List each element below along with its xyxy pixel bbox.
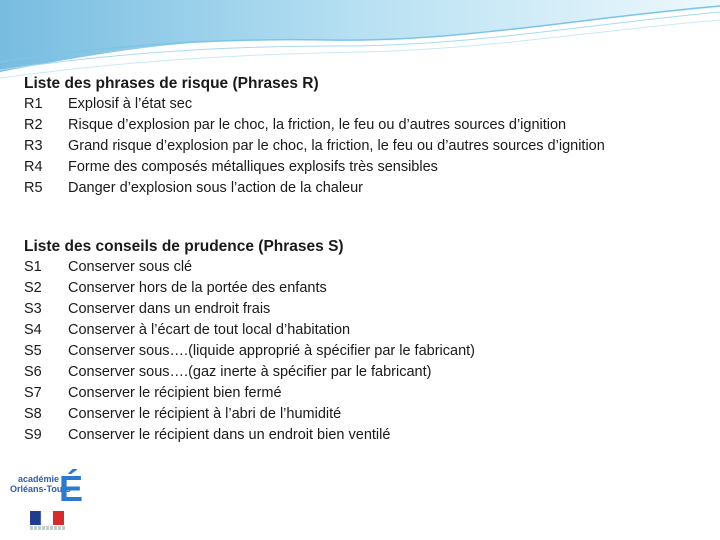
phrase-code: S5 [24,343,42,359]
phrase-row [24,299,714,320]
phrase-text: Conserver sous clé [68,259,193,275]
risk-section-title: Liste des phrases de risque (Phrases R) [24,75,319,92]
phrase-code: S8 [24,406,42,422]
phrase-text: Conserver à l’écart de tout local d’habitation [68,322,351,338]
phrase-row [24,362,714,383]
phrase-text: Conserver le récipient à l’abri de l’humidité [68,406,342,422]
phrase-text: Conserver sous….(gaz inerte à spécifier par le fabricant) [68,364,432,380]
phrase-row [24,320,714,341]
phrase-row [24,178,714,199]
phrase-code: S9 [24,427,42,443]
phrase-code: R3 [24,138,43,154]
risk-phrase-list [24,94,714,199]
logo-line-2: Orléans-Tours [10,484,71,494]
phrase-text: Conserver dans un endroit frais [68,301,271,317]
phrase-code: S7 [24,385,42,401]
phrase-row [24,115,714,136]
phrase-text: Conserver le récipient bien fermé [68,385,282,401]
phrase-row [24,157,714,178]
logo-letter: É [59,468,84,509]
phrase-text: Explosif à l’état sec [68,96,193,112]
safety-section-title: Liste des conseils de prudence (Phrases S) [24,238,344,255]
phrase-code: S4 [24,322,42,338]
phrase-row [24,404,714,425]
phrase-row [24,425,714,446]
phrase-code: R4 [24,159,43,175]
flag-caption-decoration [30,526,66,530]
phrase-row [24,136,714,157]
phrase-row [24,341,714,362]
risk-phrases-section [24,73,714,199]
french-flag-icon [30,511,64,525]
phrase-code: R1 [24,96,43,112]
phrase-text: Conserver le récipient dans un endroit bien ventilé [68,427,391,443]
safety-phrases-section [24,236,714,446]
phrase-row [24,257,714,278]
phrase-text: Conserver hors de la portée des enfants [68,280,327,296]
phrase-code: S3 [24,301,42,317]
safety-phrase-list [24,257,714,446]
phrase-code: R2 [24,117,43,133]
phrase-row [24,383,714,404]
phrase-code: R5 [24,180,43,196]
phrase-row [24,94,714,115]
phrase-code: S2 [24,280,42,296]
phrase-code: S1 [24,259,42,275]
phrase-row [24,278,714,299]
phrase-code: S6 [24,364,42,380]
main-content [24,73,714,446]
phrase-text: Forme des composés métalliques explosifs très sensibles [68,159,438,175]
phrase-text: Conserver sous….(liquide approprié à spécifier par le fabricant) [68,343,475,359]
phrase-text: Grand risque d’explosion par le choc, la friction, le feu ou d’autres sources d’ignition [68,138,605,154]
logo-line-1: académie [18,474,60,484]
phrase-text: Danger d’explosion sous l’action de la chaleur [68,180,364,196]
phrase-text: Risque d’explosion par le choc, la friction, le feu ou d’autres sources d’ignition [68,117,567,133]
